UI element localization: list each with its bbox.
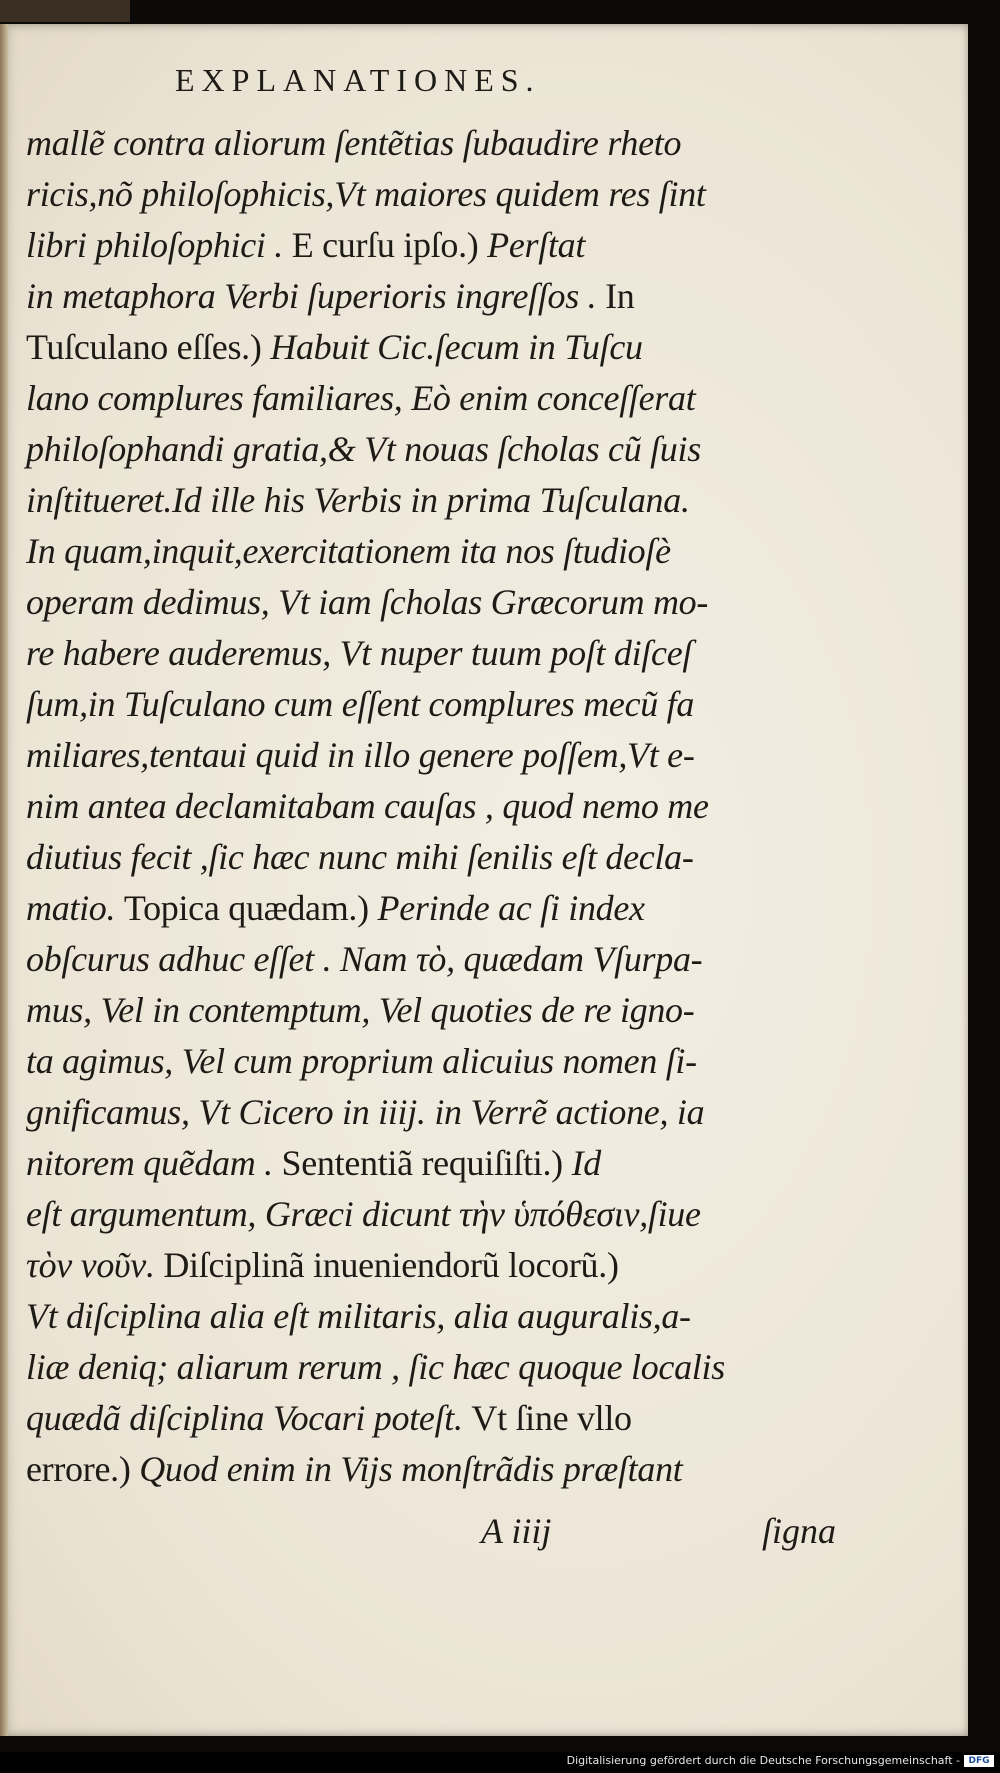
italic-segment: lano complures familiares, Eò enim conceſſerat (26, 378, 696, 418)
italic-segment: philoſophandi gratia,& Vt nouas ſcholas cũ ſuis (26, 429, 701, 469)
text-line (26, 1036, 836, 1087)
signature-mark: A iiij (481, 1511, 552, 1551)
italic-segment: ta agimus, Vel cum proprium alicuius nomen ſi- (26, 1041, 697, 1081)
italic-segment: ſum,in Tuſculano cum eſſent complures mecũ fa (26, 684, 695, 724)
italic-segment: quædã diſciplina Vocari poteſt. (26, 1398, 472, 1438)
text-line (26, 271, 836, 322)
text-line (26, 424, 836, 475)
italic-segment: nitorem quẽdam . (26, 1143, 282, 1183)
body-text (26, 118, 836, 1495)
text-line (26, 373, 836, 424)
catchword: ſigna (761, 1511, 836, 1551)
text-line (26, 883, 836, 934)
text-line (26, 526, 836, 577)
lemma-segment: E curſu ipſo.) (291, 225, 479, 265)
funding-credit: Digitalisierung gefördert durch die Deutsche Forschungsgemeinschaft - (566, 1754, 960, 1767)
text-line (26, 322, 836, 373)
italic-segment: Perſtat (478, 225, 586, 265)
dfg-logo: DFG (964, 1755, 994, 1767)
lemma-segment: Sententiã requiſiſti.) (281, 1143, 563, 1183)
text-line (26, 1240, 836, 1291)
text-line (26, 1189, 836, 1240)
lemma-segment: Diſciplinã inueniendorũ locorũ.) (163, 1245, 619, 1285)
text-line (26, 220, 836, 271)
italic-segment: matio. (26, 888, 124, 928)
text-line (26, 1087, 836, 1138)
lemma-segment: In (605, 276, 635, 316)
text-line (26, 475, 836, 526)
text-line (26, 577, 836, 628)
italic-segment: ricis,nõ philoſophicis,Vt maiores quidem res ſint (26, 174, 706, 214)
lemma-segment: errore.) (26, 1449, 131, 1489)
running-header: EXPLANATIONES. (175, 62, 541, 98)
text-line (26, 118, 836, 169)
text-line (26, 934, 836, 985)
text-line (26, 1342, 836, 1393)
text-line (26, 1444, 836, 1495)
italic-segment: operam dedimus, Vt iam ſcholas Græcorum mo- (26, 582, 709, 622)
italic-segment: Perinde ac ſi index (368, 888, 645, 928)
text-line (26, 985, 836, 1036)
italic-segment: mus, Vel in contemptum, Vel quoties de re igno- (26, 990, 695, 1030)
italic-segment: In quam,inquit,exercitationem ita nos ſtudioſè (26, 531, 671, 571)
lemma-segment: Vt ſine vllo (471, 1398, 632, 1438)
italic-segment: Quod enim in Vijs monſtrãdis præſtant (130, 1449, 683, 1489)
page-binding-shadow (0, 24, 8, 1736)
italic-segment: Id (562, 1143, 601, 1183)
text-line (26, 1291, 836, 1342)
italic-segment: gnificamus, Vt Cicero in iiij. in Verrẽ actione, ia (26, 1092, 705, 1132)
text-line (26, 679, 836, 730)
italic-segment: miliares,tentaui quid in illo genere poſſem,Vt e- (26, 735, 695, 775)
text-line (26, 1138, 836, 1189)
italic-segment: in metaphora Verbi ſuperioris ingreſſos . (26, 276, 606, 316)
italic-segment: mallẽ contra aliorum ſentẽtias ſubaudire rheto (26, 123, 682, 163)
italic-segment: nim antea declamitabam cauſas , quod nemo me (26, 786, 709, 826)
italic-segment: obſcurus adhuc eſſet . Nam τὸ, quædam Vſurpa- (26, 939, 703, 979)
italic-segment: inſtitueret.Id ille his Verbis in prima Tuſculana. (26, 480, 690, 520)
text-line (26, 169, 836, 220)
text-line (26, 628, 836, 679)
italic-segment: Habuit Cic.ſecum in Tuſcu (261, 327, 643, 367)
book-edge (0, 0, 130, 22)
italic-segment: re habere auderemus, Vt nuper tuum poſt diſceſ (26, 633, 693, 673)
text-line (26, 832, 836, 883)
page-footer (26, 1510, 836, 1561)
italic-segment: eſt argumentum, Græci dicunt τὴν ὑπόθεσιν,ſiue (26, 1194, 701, 1234)
text-line (26, 730, 836, 781)
lemma-segment: Tuſculano eſſes.) (26, 327, 262, 367)
italic-segment: liæ deniq; aliarum rerum , ſic hæc quoque localis (26, 1347, 725, 1387)
text-line (26, 1393, 836, 1444)
italic-segment: τὸν νοῦν. (26, 1245, 164, 1285)
italic-segment: libri philoſophici . (26, 225, 292, 265)
lemma-segment: Topica quædam.) (123, 888, 369, 928)
text-line (26, 781, 836, 832)
italic-segment: Vt diſciplina alia eſt militaris, alia auguralis,a- (26, 1296, 691, 1336)
italic-segment: diutius fecit ,ſic hæc nunc mihi ſenilis eſt decla- (26, 837, 694, 877)
